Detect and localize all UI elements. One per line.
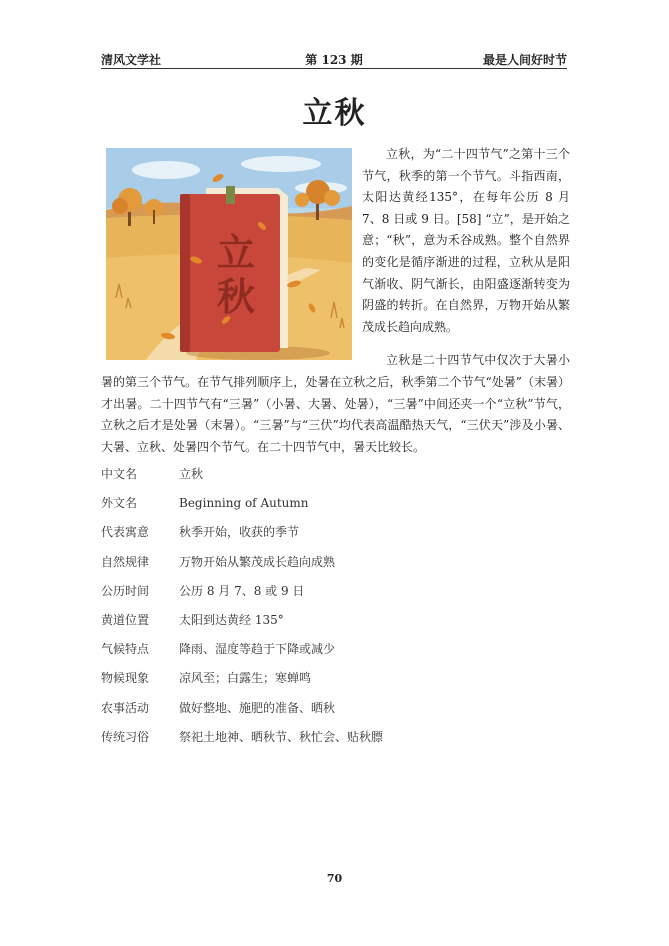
info-label: 外文名 — [101, 496, 138, 511]
info-label: 传统习俗 — [101, 729, 150, 744]
info-value: 祭祀土地神、晒秋节、秋忙会、贴秋膘 — [179, 729, 384, 744]
header-magazine-name: 清风文学社 — [101, 53, 162, 67]
info-value: 凉风至；白露生；寒蝉鸣 — [179, 671, 312, 686]
info-label: 自然规律 — [101, 554, 150, 569]
info-value: Beginning of Autumn — [179, 496, 309, 511]
info-value: 万物开始从繁茂成长趋向成熟 — [179, 554, 336, 569]
info-row — [101, 723, 521, 752]
page-header — [101, 50, 567, 69]
info-table — [101, 460, 521, 752]
info-row — [101, 518, 521, 547]
info-row — [101, 664, 521, 693]
info-value: 降雨、湿度等趋于下降或减少 — [179, 642, 336, 657]
info-label: 代表寓意 — [101, 525, 150, 540]
info-label: 公历时间 — [101, 583, 150, 598]
info-label: 中文名 — [101, 467, 138, 481]
info-row — [101, 460, 521, 489]
info-row — [101, 635, 521, 664]
article-body — [101, 144, 570, 458]
article-paragraph-2: 立秋是二十四节气中仅次于大暑小暑的第三个节气。在节气排列顺序上，处暑在立秋之后，秋季第二个节气“处暑”（末暑）才出暑。二十四节气有“三暑”（小暑、大暑、处暑），“三暑”中间还夹一个“立秋”节气，立秋之后才是处暑（末暑）。“三暑”与“三伏”均代表高温酷热天气，“三伏天”涉及小暑、大暑、立秋、处暑四个节气。在二十四节气中，暑天比较长。 — [101, 353, 570, 454]
info-value: 公历 8 月 7、8 或 9 日 — [179, 583, 305, 598]
info-label: 物候现象 — [101, 671, 150, 686]
info-label: 气候特点 — [101, 642, 150, 657]
info-label: 黄道位置 — [101, 612, 150, 627]
info-value: 秋季开始，收获的季节 — [179, 525, 300, 540]
info-row — [101, 577, 521, 606]
header-column-name: 最是人间好时节 — [482, 53, 567, 67]
info-row — [101, 694, 521, 723]
info-row — [101, 606, 521, 635]
book-cover-char-2: 秋 — [216, 274, 256, 319]
info-label: 农事活动 — [101, 700, 150, 715]
page-title: 立秋 — [302, 96, 367, 131]
page-number: 70 — [326, 872, 343, 885]
info-value: 太阳到达黄经 135° — [179, 612, 284, 627]
header-issue-number: 第 123 期 — [305, 53, 363, 67]
article-paragraph-1: 立秋，为“二十四节气”之第十三个节气，秋季的第一个节气。斗指西南，太阳达黄经135°，在每年公历 8 月 7、8 日或 9 日。[58] “立”，是开始之意；“秋”，意为禾谷成熟。整个自然界的变化是循序渐进的过程，立秋从是阳气渐收、阴气渐长，由阳盛逐渐转变为阴盛的转折。在自然界，万物开始从繁茂成长趋向成熟。 — [362, 147, 570, 334]
info-value: 立秋 — [179, 467, 204, 481]
info-row — [101, 548, 521, 577]
info-row — [101, 489, 521, 518]
autumn-book-illustration — [106, 148, 352, 360]
book-cover-char-1: 立 — [216, 230, 256, 275]
info-value: 做好整地、施肥的准备、晒秋 — [179, 700, 336, 715]
